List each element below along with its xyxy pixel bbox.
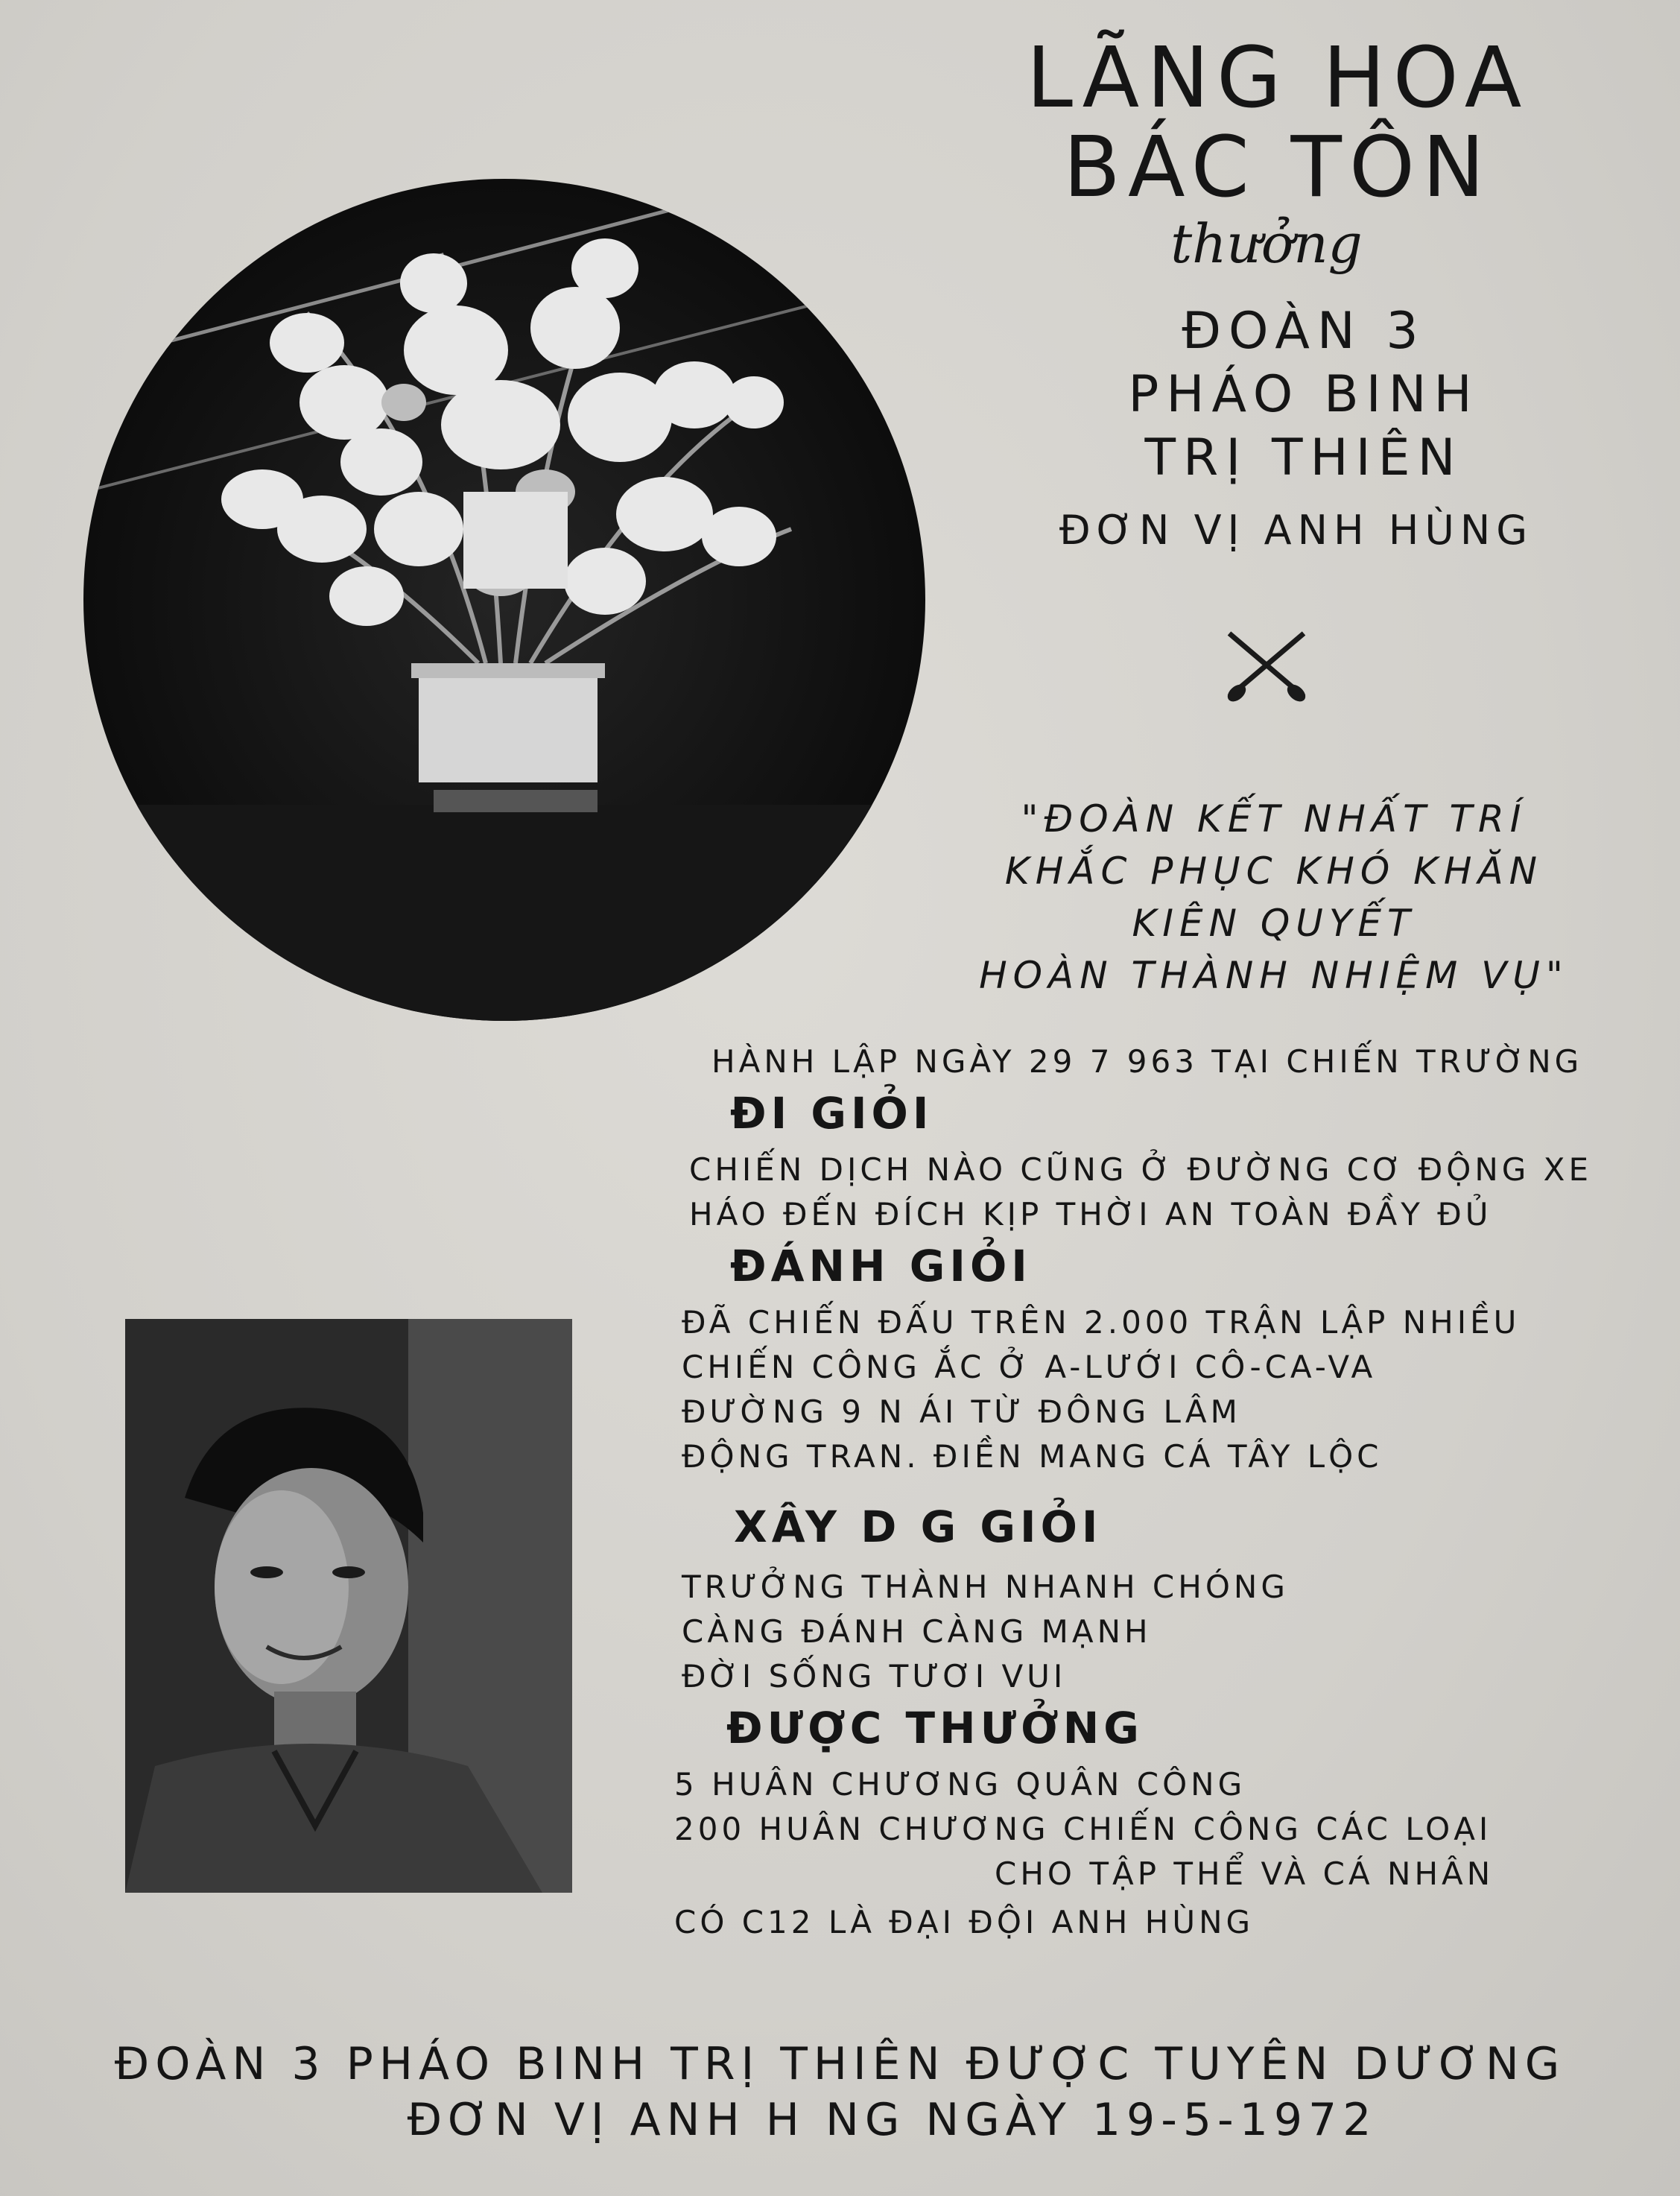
motto-line-3: KIÊN QUYẾT <box>1132 902 1416 945</box>
unit-name-line-2: PHÁO BINH <box>1128 365 1480 424</box>
title-line-2: BÁC TÔN <box>1063 119 1492 216</box>
section-di-gioi-heading: ĐI GIỎI <box>730 1088 933 1139</box>
section-xay-dung-gioi-heading: XÂY D G GIỎI <box>734 1502 1103 1552</box>
unit-name-line-3: TRỊ THIÊN <box>1144 428 1463 487</box>
section-danh-gioi-line: ĐÃ CHIẾN ĐẤU TRÊN 2.000 TRẬN LẬP NHIỀU <box>682 1304 1521 1341</box>
motto-line-4: HOÀN THÀNH NHIỆM VỤ" <box>979 954 1569 997</box>
section-xay-dung-gioi-line: TRƯỞNG THÀNH NHANH CHÓNG <box>682 1569 1289 1605</box>
section-xay-dung-gioi-line: CÀNG ĐÁNH CÀNG MẠNH <box>682 1613 1152 1650</box>
section-danh-gioi-heading: ĐÁNH GIỎI <box>730 1241 1032 1291</box>
section-duoc-thuong-line: CHO TẬP THỂ VÀ CÁ NHÂN <box>995 1855 1494 1892</box>
footer-line-2: ĐƠN VỊ ANH H NG NGÀY 19-5-1972 <box>407 2094 1378 2146</box>
motto-line-2: KHẮC PHỤC KHÓ KHĂN <box>1004 849 1544 893</box>
section-duoc-thuong-line: CÓ C12 LÀ ĐẠI ĐỘI ANH HÙNG <box>674 1904 1255 1940</box>
unit-name-line-1: ĐOÀN 3 <box>1182 302 1426 361</box>
section-danh-gioi-line: ĐỘNG TRAN. ĐIỀN MANG CÁ TÂY LỘC <box>682 1438 1383 1475</box>
section-duoc-thuong-line: 5 HUÂN CHƯƠNG QUÂN CÔNG <box>674 1766 1246 1803</box>
soldier-portrait-illustration <box>125 1319 572 1893</box>
crossed-shells-icon <box>1222 626 1311 708</box>
section-xay-dung-gioi-line: ĐỜI SỐNG TƯƠI VUI <box>682 1658 1067 1695</box>
title-line-1: LÃNG HOA <box>1026 30 1530 127</box>
section-danh-gioi-line: CHIẾN CÔNG ẮC Ở A-LƯỚI CÔ-CA-VA <box>682 1349 1377 1385</box>
flower-basket-illustration <box>83 179 925 1021</box>
section-duoc-thuong-line: 200 HUÂN CHƯƠNG CHIẾN CÔNG CÁC LOẠI <box>674 1811 1492 1847</box>
section-di-gioi-line: HÁO ĐẾN ĐÍCH KỊP THỜI AN TOÀN ĐẦY ĐỦ <box>689 1196 1492 1233</box>
section-duoc-thuong-heading: ĐƯỢC THƯỞNG <box>726 1703 1144 1753</box>
footer-line-1: ĐOÀN 3 PHÁO BINH TRỊ THIÊN ĐƯỢC TUYÊN DƯƠNG <box>114 2038 1566 2090</box>
founded-date: HÀNH LẬP NGÀY 29 7 963 TẠI CHIẾN TRƯỜNG <box>711 1043 1583 1080</box>
title-subtitle: thưởng <box>1170 212 1363 275</box>
flower-basket-photo <box>83 179 925 1021</box>
section-di-gioi-line: CHIẾN DỊCH NÀO CŨNG Ở ĐƯỜNG CƠ ĐỘNG XE <box>689 1151 1592 1188</box>
soldier-portrait-photo <box>125 1319 572 1893</box>
section-danh-gioi-line: ĐƯỜNG 9 N ÁI TỪ ĐÔNG LÂM <box>682 1393 1241 1430</box>
motto-line-1: "ĐOÀN KẾT NHẤT TRÍ <box>1021 797 1527 841</box>
hero-unit-label: ĐƠN VỊ ANH HÙNG <box>1059 507 1534 554</box>
